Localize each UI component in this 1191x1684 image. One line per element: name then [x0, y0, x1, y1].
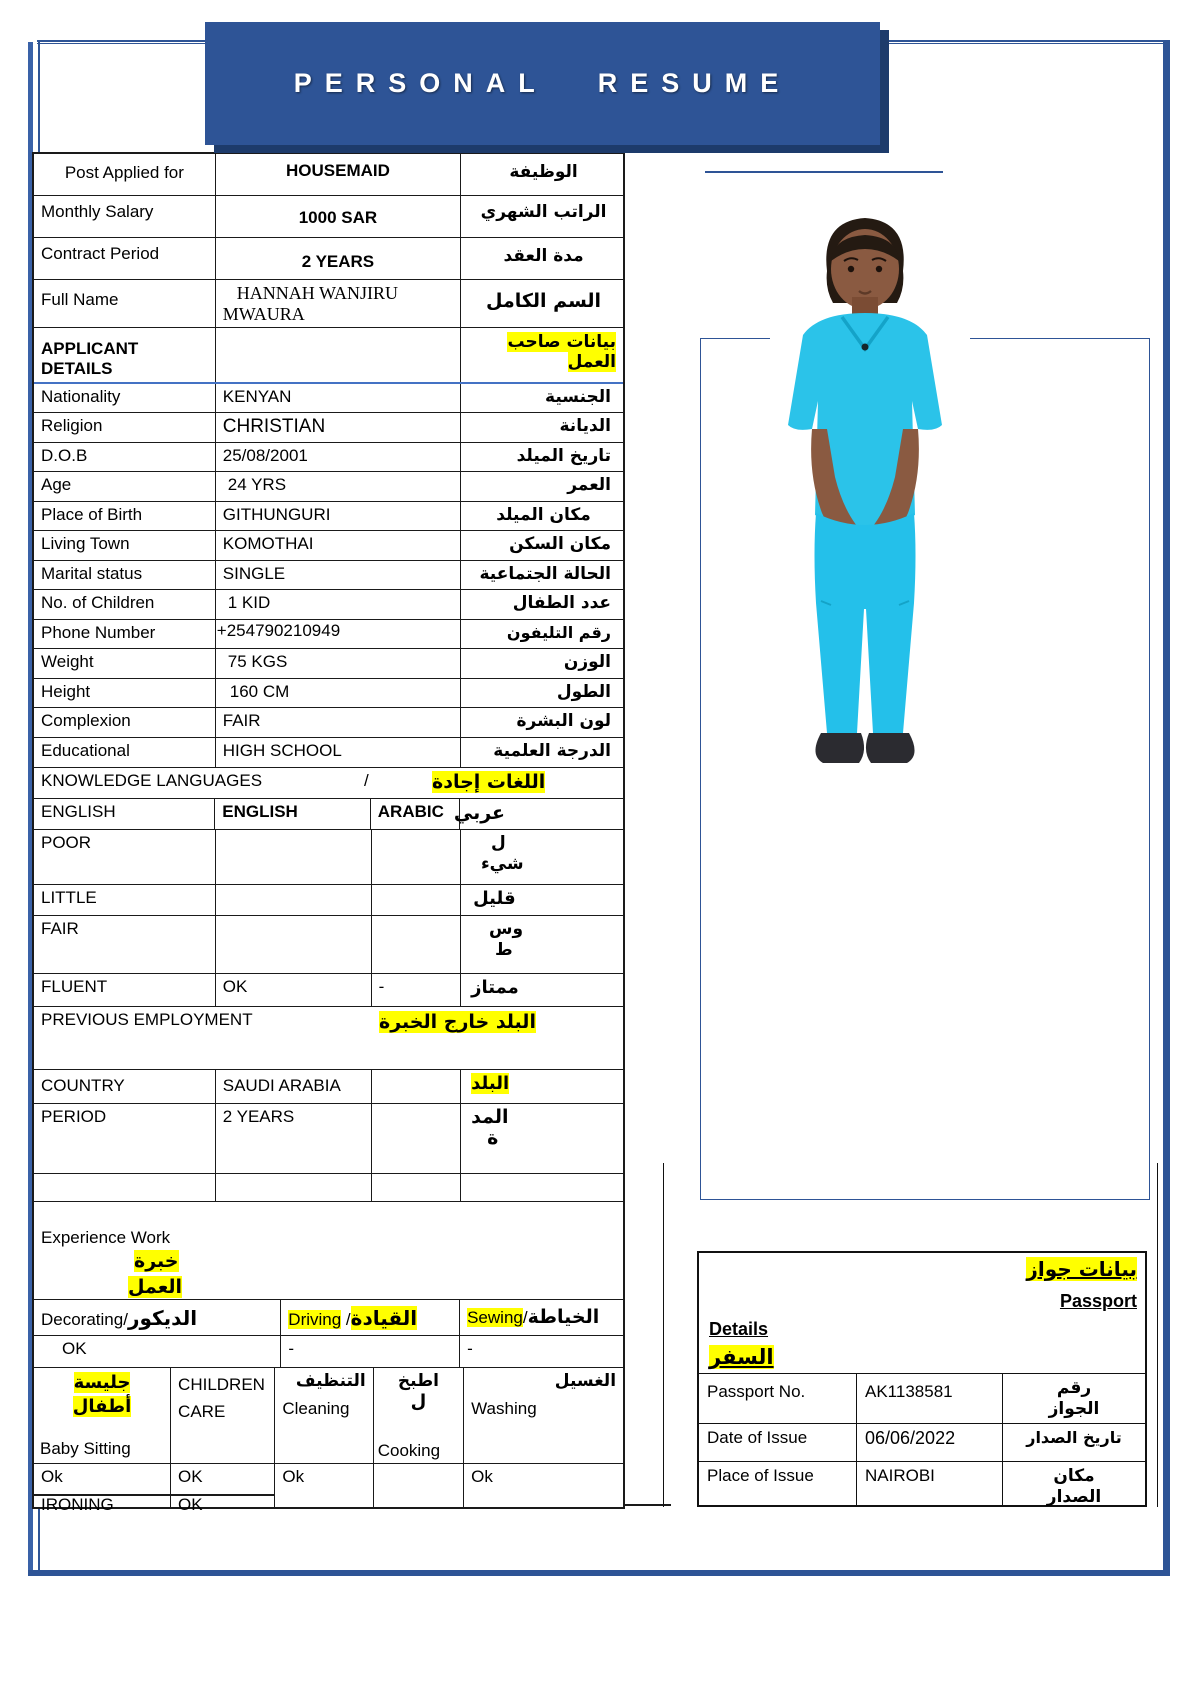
experience-work-label: Experience Work [41, 1228, 171, 1247]
full-name-label-ar: السم الكامل [486, 290, 602, 312]
level-label-ar-line1: ممتاز [471, 977, 519, 998]
applicant-photo-illustration [715, 213, 1015, 783]
washing-label: Washing [471, 1399, 537, 1418]
passport-heading-en: Passport [1059, 1291, 1137, 1311]
washing-label-ar: الغسيل [554, 1371, 617, 1391]
period-value: 2 YEARS [216, 1104, 372, 1173]
table-row [34, 472, 623, 502]
cooking-value [374, 1464, 464, 1507]
contract-period-label-ar: مدة العقد [503, 246, 584, 266]
level-english-value [216, 916, 372, 973]
phone-value: +254790210949 [216, 620, 461, 648]
knowledge-languages-label: KNOWLEDGE LANGUAGES [41, 771, 263, 790]
previous-employment-row [34, 1007, 623, 1070]
sewing-value: - [467, 1339, 473, 1358]
babysitting-label-ar-line1: جليسة [73, 1372, 131, 1393]
full-name-line2: MWAURA [222, 304, 305, 324]
country-value: SAUDI ARABIA [216, 1070, 372, 1103]
children-care-value: OK [178, 1467, 203, 1486]
children-label-ar: عدد الطفال [512, 593, 611, 613]
cleaning-value: Ok [275, 1464, 373, 1507]
experience-header-row [34, 1300, 623, 1336]
washing-value: Ok [471, 1467, 493, 1486]
passport-no-label-ar-line1: رقم [1056, 1378, 1092, 1398]
decorating-value: OK [34, 1336, 281, 1367]
cooking-label: Cooking [377, 1441, 441, 1460]
language-row-poor [34, 830, 623, 885]
table-row [34, 238, 623, 280]
children-label: No. of Children [34, 590, 216, 619]
cooking-label-ar-line2: ل [410, 1391, 427, 1412]
religion-label: Religion [34, 413, 216, 442]
monthly-salary-value: 1000 SAR [216, 196, 461, 237]
language-col-arabic-ar: عربي [453, 802, 505, 824]
height-label-ar: الطول [556, 682, 611, 702]
table-row [34, 708, 623, 738]
phone-label: Phone Number [34, 620, 216, 648]
educational-value: HIGH SCHOOL [216, 738, 461, 767]
level-arabic-value [372, 830, 461, 884]
educational-label: Educational [34, 738, 216, 767]
language-row-little [34, 885, 623, 916]
place-of-issue-label: Place of Issue [699, 1462, 857, 1507]
country-label: COUNTRY [34, 1070, 216, 1103]
post-applied-label-ar: الوظيفة [509, 162, 578, 182]
full-name-label: Full Name [34, 280, 216, 327]
passport-no-label: Passport No. [699, 1374, 857, 1423]
table-row [34, 738, 623, 768]
level-english-value [216, 830, 372, 884]
previous-employment-label: PREVIOUS EMPLOYMENT [41, 1010, 253, 1029]
period-label: PERIOD [34, 1104, 216, 1173]
full-name-line1: HANNAH WANJIRU [236, 283, 398, 303]
dob-label-ar: تاريخ الميلد [516, 446, 611, 466]
table-row [34, 413, 623, 443]
decorating-label-ar: الديكور [127, 1306, 198, 1330]
decorating-label: Decorating [41, 1310, 124, 1329]
country-extra [372, 1070, 461, 1103]
babysitting-label: Baby Sitting [40, 1439, 131, 1458]
language-row-fluent [34, 974, 623, 1007]
table-row [34, 154, 623, 196]
table-row [34, 561, 623, 590]
level-label-ar-line1: وس [489, 919, 524, 939]
header-underline-rule [705, 171, 943, 173]
post-applied-value: HOUSEMAID [216, 154, 461, 195]
table-row [34, 384, 623, 413]
table-row [34, 328, 623, 384]
separator: / [522, 1308, 528, 1327]
separator: / [123, 1310, 128, 1329]
table-row [34, 280, 623, 328]
page-border-right [1163, 40, 1170, 1576]
experience-header-values-row [34, 1336, 623, 1368]
full-name-value [216, 280, 461, 327]
skills-values-row [34, 1464, 623, 1514]
applicant-details-value [216, 328, 461, 382]
empty-cell [461, 1174, 623, 1201]
weight-label: Weight [34, 649, 216, 678]
religion-value: CHRISTIAN [216, 413, 461, 442]
height-value: 160 CM [216, 679, 461, 707]
driving-value: - [281, 1336, 460, 1367]
country-label-ar: البلد [471, 1073, 510, 1094]
level-label-ar-line2: شيء [480, 854, 524, 874]
level-english-value [216, 885, 372, 915]
empty-cell [216, 1174, 372, 1201]
babysitting-value: Ok [41, 1467, 63, 1486]
place-of-issue-label-ar-line1: مكان [1053, 1466, 1095, 1486]
contract-period-label: Contract Period [34, 238, 216, 279]
marital-status-label-ar: الحالة الجتماعية [479, 564, 611, 584]
sewing-label-ar: الخياطة [527, 1306, 600, 1328]
level-english-value: OK [216, 974, 372, 1006]
table-row [34, 443, 623, 472]
level-label-ar-line1: ل [490, 833, 506, 853]
age-value: 24 YRS [216, 472, 461, 501]
experience-work-ar-line2: العمل [128, 1276, 183, 1298]
passport-no-label-ar-line2: الجواز [1048, 1399, 1100, 1419]
period-extra [372, 1104, 461, 1173]
applicant-details-table [32, 152, 625, 1514]
nationality-label-ar: الجنسية [545, 387, 611, 407]
passport-details-box [697, 1251, 1147, 1507]
knowledge-languages-slash: / [364, 771, 369, 790]
date-of-issue-value: 06/06/2022 [857, 1424, 1003, 1461]
nationality-label: Nationality [34, 384, 216, 412]
place-of-issue-row [699, 1461, 1145, 1507]
table-row [34, 502, 623, 531]
driving-label: Driving [288, 1310, 342, 1329]
educational-label-ar: الدرجة العلمية [493, 741, 611, 761]
level-label: FAIR [34, 916, 216, 973]
applicant-details-label: APPLICANT DETAILS [34, 328, 216, 382]
monthly-salary-label: Monthly Salary [34, 196, 216, 237]
dob-label: D.O.B [34, 443, 216, 471]
empty-cell [34, 1174, 216, 1201]
children-care-label-line1: CHILDREN [178, 1375, 265, 1394]
dob-value: 25/08/2001 [216, 443, 461, 471]
living-town-label: Living Town [34, 531, 216, 560]
level-arabic-value: - [372, 974, 461, 1006]
level-arabic-value [372, 885, 461, 915]
cleaning-label-ar: التنظيف [295, 1371, 366, 1391]
skills-header-row [34, 1368, 623, 1464]
language-header-row [34, 799, 623, 830]
separator: / [341, 1310, 351, 1329]
complexion-value: FAIR [216, 708, 461, 737]
country-row [34, 1070, 623, 1104]
applicant-photo [715, 213, 1015, 788]
cooking-label-ar-line1: اطبخ [397, 1371, 439, 1391]
passport-no-value: AK1138581 [857, 1374, 1003, 1423]
empty-cell [372, 1174, 461, 1201]
empty-row [34, 1174, 623, 1202]
monthly-salary-label-ar: الراتب الشهري [480, 202, 607, 222]
complexion-label-ar: لون البشرة [516, 711, 611, 731]
babysitting-label-ar-line2: أطفال [72, 1396, 132, 1417]
level-label: POOR [34, 830, 216, 884]
age-label-ar: العمر [567, 475, 611, 495]
place-of-birth-label-ar: مكان الميلد [496, 505, 591, 525]
table-row [34, 590, 623, 620]
level-label-ar-line1: قليل [473, 888, 516, 909]
passport-heading-details: Details [709, 1319, 769, 1339]
contract-period-value: 2 YEARS [216, 238, 461, 279]
applicant-details-label-ar: بيانات صاحب العمل [507, 332, 617, 372]
table-row [34, 196, 623, 238]
level-label-ar-line2: ط [495, 940, 513, 960]
post-applied-label: Post Applied for [34, 154, 216, 195]
ironing-value: OK [178, 1495, 203, 1514]
knowledge-languages-label-ar: اللغات إجادة [432, 771, 546, 793]
ironing-label: IRONING [41, 1495, 114, 1514]
passport-heading-ar2: السفر [709, 1345, 774, 1369]
living-town-value: KOMOTHAI [216, 531, 461, 560]
cleaning-label: Cleaning [282, 1399, 350, 1418]
table-row [34, 679, 623, 708]
period-label-ar-line1: المد [471, 1106, 509, 1128]
place-of-issue-value: NAIROBI [857, 1462, 1003, 1507]
phone-label-ar: رقم التليفون [506, 623, 611, 642]
level-arabic-value [372, 916, 461, 973]
table-row [34, 620, 623, 649]
language-col-level: ENGLISH [34, 799, 215, 829]
complexion-label: Complexion [34, 708, 216, 737]
period-row [34, 1104, 623, 1174]
table-row [34, 531, 623, 561]
marital-status-value: SINGLE [216, 561, 461, 589]
page-border-bottom [28, 1570, 1170, 1576]
previous-employment-label-ar: البلد خارج الخبرة [379, 1011, 536, 1033]
passport-heading [699, 1253, 1145, 1373]
place-of-birth-value: GITHUNGURI [216, 502, 461, 530]
knowledge-languages-row [34, 768, 623, 799]
place-of-birth-label: Place of Birth [34, 502, 216, 530]
period-label-ar-line2: ة [487, 1127, 499, 1149]
language-col-english: ENGLISH [215, 799, 371, 829]
experience-work-ar-line1: خبرة [134, 1250, 179, 1272]
driving-label-ar: القيادة [350, 1306, 418, 1330]
passport-heading-ar: بيانات جواز [1026, 1257, 1137, 1281]
experience-work-row [34, 1202, 623, 1300]
date-of-issue-row [699, 1423, 1145, 1461]
level-label: LITTLE [34, 885, 216, 915]
weight-value: 75 KGS [216, 649, 461, 678]
passport-no-row [699, 1373, 1145, 1423]
religion-label-ar: الديانة [559, 416, 611, 436]
date-of-issue-label: Date of Issue [699, 1424, 857, 1461]
date-of-issue-label-ar: تاريخ الصدار [1026, 1428, 1122, 1447]
children-value: 1 KID [216, 590, 461, 619]
table-row [34, 649, 623, 679]
place-of-issue-label-ar-line2: الصدار [1046, 1487, 1102, 1507]
age-label: Age [34, 472, 216, 501]
weight-label-ar: الوزن [563, 652, 611, 672]
level-label: FLUENT [34, 974, 216, 1006]
sewing-label: Sewing [467, 1308, 523, 1327]
marital-status-label: Marital status [34, 561, 216, 589]
height-label: Height [34, 679, 216, 707]
language-col-arabic: ARABIC [371, 799, 460, 829]
children-care-label-line2: CARE [178, 1402, 226, 1421]
nationality-value: KENYAN [216, 384, 461, 412]
living-town-label-ar: مكان السكن [509, 534, 611, 554]
header-banner [205, 22, 880, 145]
page-title: PERSONAL RESUME [293, 68, 792, 98]
language-row-fair [34, 916, 623, 974]
